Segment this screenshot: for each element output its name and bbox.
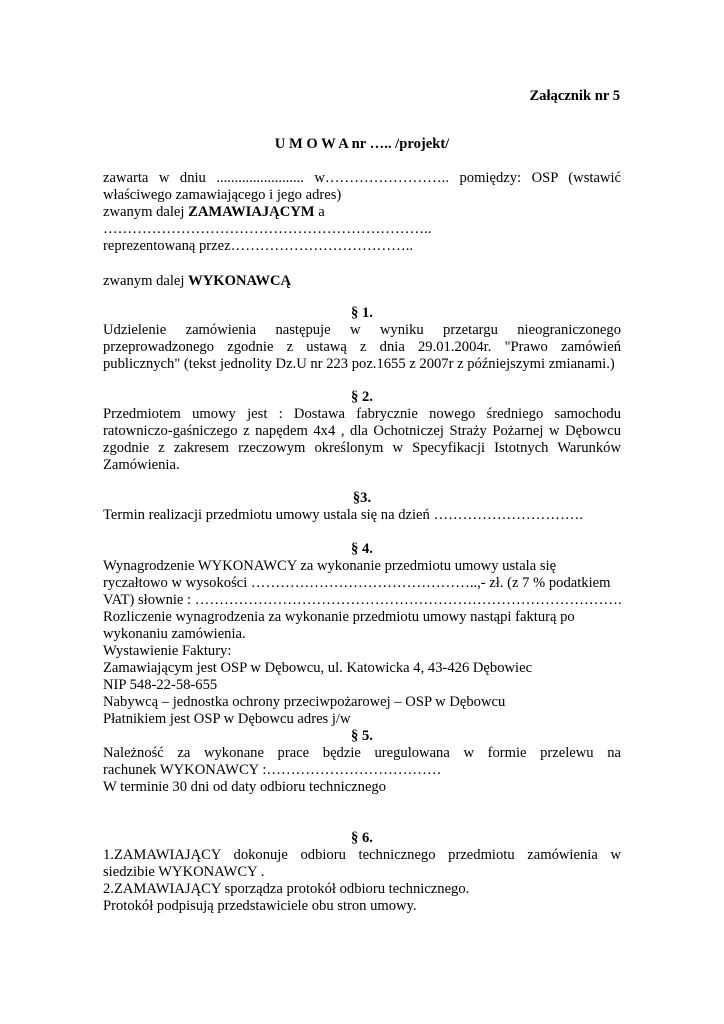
section-4-line-7: Zamawiającym jest OSP w Dębowcu, ul. Katowicka 4, 43-426 Dębowiec [103, 660, 533, 676]
section-2-line-2: ratowniczo-gaśniczego z napędem 4x4 , dla Ochotniczej Straży Pożarnej w Dębowcu [103, 423, 621, 439]
section-4-line-2: ryczałtowo w wysokości ………………………………………..,- zł. (z 7 % podatkiem [103, 575, 611, 591]
section-1-line-1: Udzielenie zamówienia następuje w wyniku przetargu nieograniczonego [103, 322, 621, 338]
section-5-line-1: Należność za wykonane prace będzie uregulowana w formie przelewu na [103, 745, 621, 761]
intro-line-2: właściwego zamawiającego i jego adres) [103, 187, 342, 203]
section-2-line-1: Przedmiotem umowy jest : Dostawa fabrycznie nowego średniego samochodu [103, 406, 621, 422]
section-1-line-2: przeprowadzonego zgodnie z ustawą z dnia 29.01.2004r. "Prawo zamówień [103, 339, 621, 355]
section-2-line-3: zgodnie z zakresem rzeczowym określonym w Specyfikacji Istotnych Warunków [103, 440, 621, 456]
section-1-heading: § 1. [351, 305, 373, 321]
section-4-line-9: Nabywcą – jednostka ochrony przeciwpożarowej – OSP w Dębowcu [103, 694, 506, 710]
section-5-line-2: rachunek WYKONAWCY :……………………………… [103, 762, 442, 778]
section-5-line-3: W terminie 30 dni od daty odbioru technicznego [103, 779, 387, 795]
section-4-line-8: NIP 548-22-58-655 [103, 677, 218, 693]
intro-line-4: ………………………………………………………….. [103, 221, 432, 237]
section-1-line-3: publicznych" (tekst jednolity Dz.U nr 223 poz.1655 z 2007r z późniejszymi zmianami.) [103, 356, 615, 372]
section-6-heading: § 6. [351, 830, 373, 846]
intro-line-3-suffix: a [314, 204, 325, 220]
contractor-prefix: zwanym dalej [103, 273, 189, 289]
section-6-line-4: Protokół podpisują przedstawiciele obu stron umowy. [103, 898, 417, 914]
contractor-line [103, 273, 291, 290]
section-4-line-6: Wystawienie Faktury: [103, 643, 232, 659]
contract-title: U M O W A nr ….. /projekt/ [274, 136, 450, 152]
intro-line-3-prefix: zwanym dalej [103, 204, 189, 220]
section-6-line-3: 2.ZAMAWIAJĄCY sporządza protokół odbioru technicznego. [103, 881, 470, 897]
section-4-line-5: wykonaniu zamówienia. [103, 626, 246, 642]
section-4-line-1: Wynagrodzenie WYKONAWCY za wykonanie przedmiotu umowy ustala się [103, 558, 557, 574]
section-3-line-1: Termin realizacji przedmiotu umowy ustala się na dzień …………………………. [103, 507, 584, 523]
annex-label: Załącznik nr 5 [529, 88, 620, 104]
section-5-heading: § 5. [351, 728, 373, 744]
section-6-line-2: siedzibie WYKONAWCY . [103, 864, 265, 880]
intro-line-3 [103, 204, 325, 221]
section-2-line-4: Zamówienia. [103, 457, 180, 473]
section-4-line-10: Płatnikiem jest OSP w Dębowcu adres j/w [103, 711, 351, 727]
intro-line-1: zawarta w dniu ........................ w…………………….. pomiędzy: OSP (wstawić [103, 170, 621, 186]
party-ordering-name: ZAMAWIAJĄCYM [188, 204, 315, 220]
section-2-heading: § 2. [351, 389, 373, 405]
section-4-line-3: VAT) słownie : ……………………………………………………………………………. [103, 592, 622, 608]
party-contractor-name: WYKONAWCĄ [188, 273, 292, 289]
section-4-heading: § 4. [351, 541, 373, 557]
section-3-heading: §3. [352, 490, 372, 506]
section-4-line-4: Rozliczenie wynagrodzenia za wykonanie przedmiotu umowy nastąpi fakturą po [103, 609, 575, 625]
section-6-line-1: 1.ZAMAWIAJĄCY dokonuje odbioru technicznego przedmiotu zamówienia w [103, 847, 621, 863]
intro-line-5: reprezentowaną przez……………………………….. [103, 238, 414, 254]
